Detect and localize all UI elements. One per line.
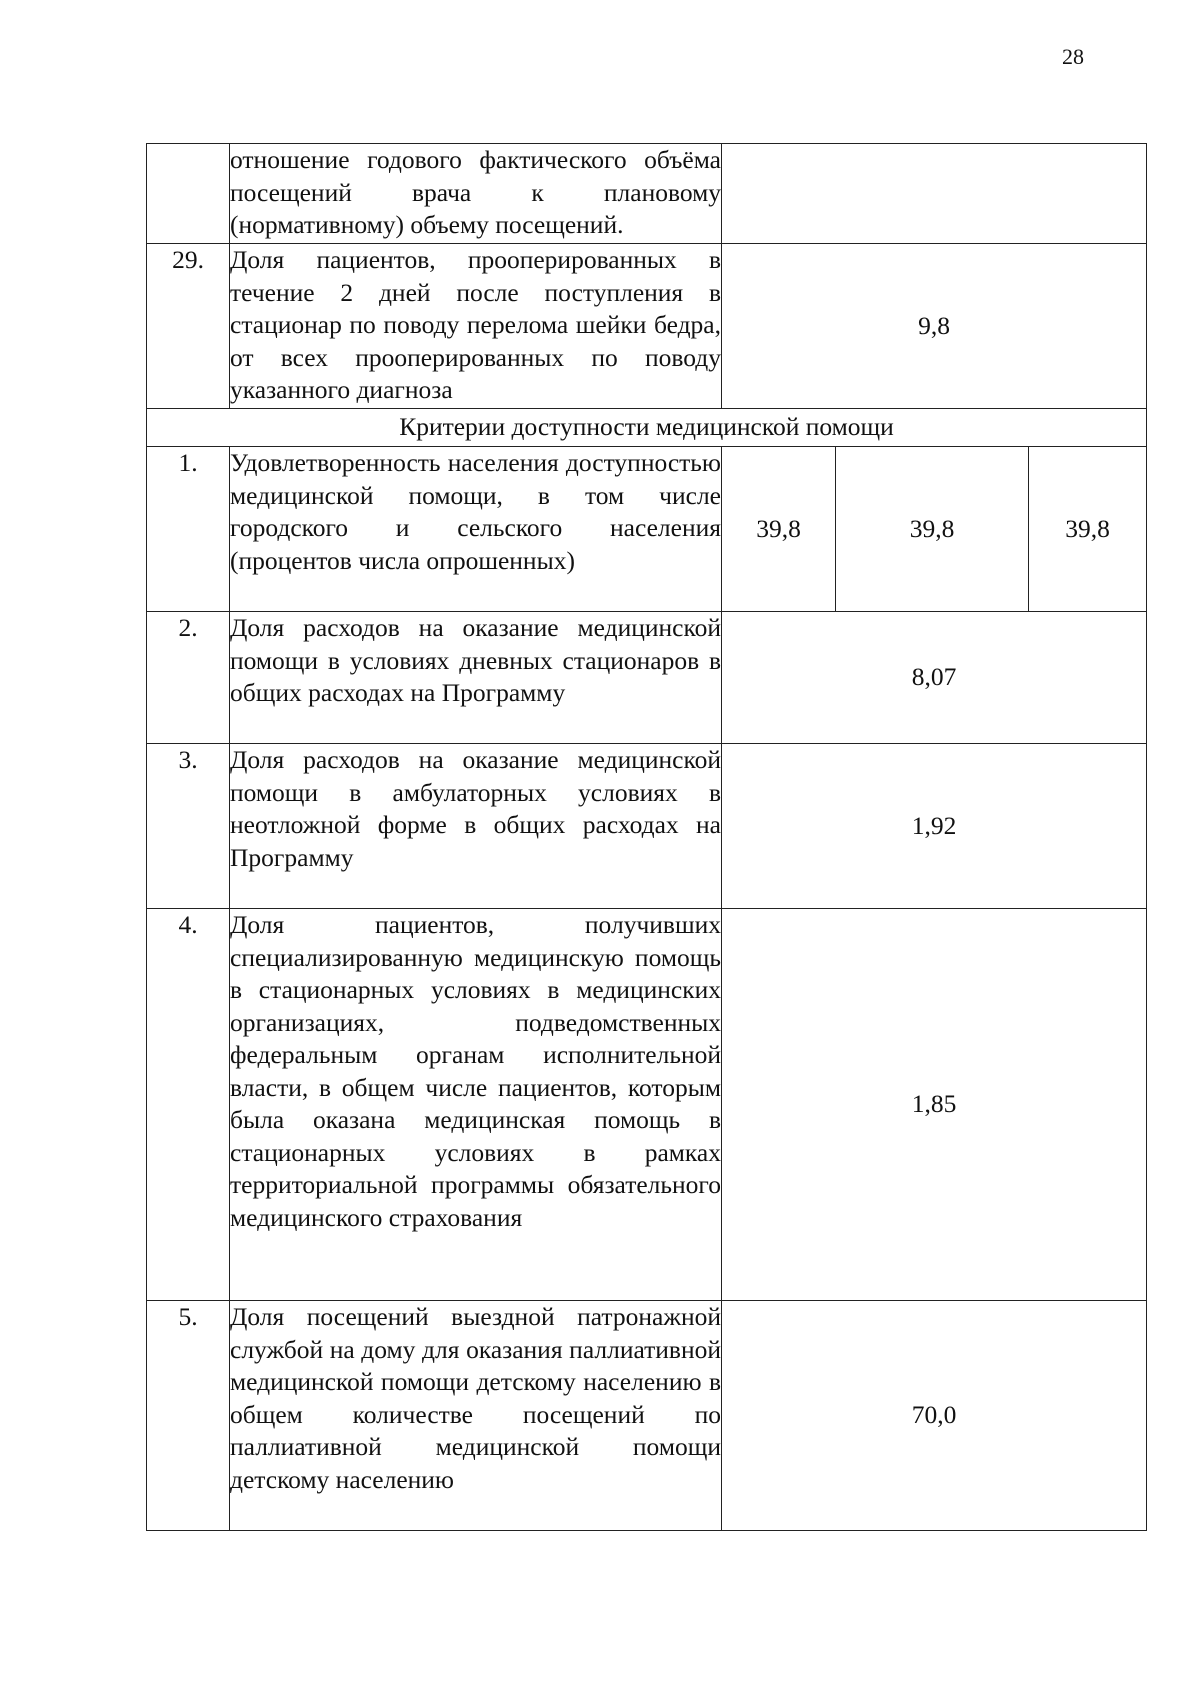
row-number: 4.	[147, 909, 230, 1301]
row-value: 1,92	[722, 744, 1147, 909]
table-row-3	[147, 744, 1147, 909]
row-value	[722, 144, 1147, 244]
table-row-2	[147, 612, 1147, 744]
row-description: Доля пациентов, получивших специализированную медицинскую помощь в стационарных условиях в медицинских организациях, подведомственных федеральным органам исполнительной власти, в общем числе пациентов, которым была оказана медицинская помощь в стационарных условиях в рамках территориальной программы обязательного медицинского страхования	[230, 909, 722, 1301]
row-description: Доля расходов на оказание медицинской помощи в амбулаторных условиях в неотложной форме в общих расходах на Программу	[230, 744, 722, 909]
row-number: 1.	[147, 447, 230, 612]
row-description: Доля расходов на оказание медицинской помощи в условиях дневных стационаров в общих расходах на Программу	[230, 612, 722, 744]
row-value: 1,85	[722, 909, 1147, 1301]
row-description: Доля пациентов, прооперированных в течение 2 дней после поступления в стационар по поводу перелома шейки бедра, от всех прооперированных по поводу указанного диагноза	[230, 244, 722, 409]
row-number: 5.	[147, 1301, 230, 1531]
row-value-3: 39,8	[1029, 447, 1147, 612]
section-header-row	[147, 409, 1147, 447]
criteria-table	[146, 143, 1147, 1531]
page-number: 28	[1062, 44, 1084, 69]
row-value: 70,0	[722, 1301, 1147, 1531]
row-value-2: 39,8	[836, 447, 1029, 612]
section-title: Критерии доступности медицинской помощи	[147, 409, 1147, 447]
row-description: Доля посещений выездной патронажной службой на дому для оказания паллиативной медицинской помощи детскому населению в общем количестве посещений по паллиативной медицинской помощи детскому населению	[230, 1301, 722, 1531]
row-value-1: 39,8	[722, 447, 836, 612]
table-row-1	[147, 447, 1147, 612]
table-row-29	[147, 244, 1147, 409]
row-number: 29.	[147, 244, 230, 409]
row-value: 8,07	[722, 612, 1147, 744]
table-row-5	[147, 1301, 1147, 1531]
row-value: 9,8	[722, 244, 1147, 409]
row-description: Удовлетворенность населения доступностью медицинской помощи, в том числе городского и сельского населения (процентов числа опрошенных)	[230, 447, 722, 612]
row-description: отношение годового фактического объёма посещений врача к плановому (нормативному) объему посещений.	[230, 144, 722, 244]
row-number	[147, 144, 230, 244]
table-row-4	[147, 909, 1147, 1301]
row-number: 2.	[147, 612, 230, 744]
table-row-continuation	[147, 144, 1147, 244]
row-number: 3.	[147, 744, 230, 909]
